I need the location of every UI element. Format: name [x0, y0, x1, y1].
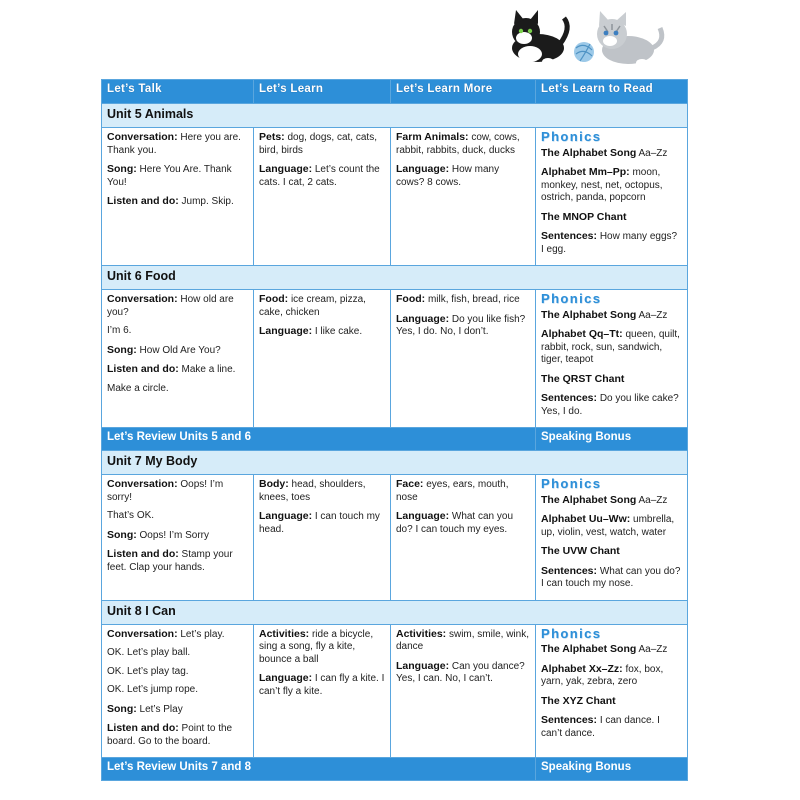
cell-line — [107, 163, 248, 189]
cell-line-label: The Alphabet Song — [541, 643, 637, 655]
cell-line-label: Sentences: — [541, 714, 598, 726]
cell-line — [396, 131, 530, 157]
cell-line-label: Language: — [396, 659, 450, 672]
cell-line — [541, 663, 682, 689]
cell-line — [396, 313, 530, 339]
unit-title: Unit 7 My Body — [102, 451, 688, 475]
cell-line-text: Let’s Play — [139, 703, 183, 715]
cell-line-text: How Old Are You? — [139, 344, 221, 356]
review-row — [102, 758, 688, 781]
cell-line-text: milk, fish, bread, rice — [427, 294, 520, 305]
cell-line-text: head, shoulders, knees, toes — [259, 479, 366, 503]
cell-line-label: Song: — [107, 702, 137, 715]
learn-cell — [254, 290, 391, 428]
cell-line-label: Conversation: — [107, 478, 178, 490]
cell-line-label: The MNOP Chant — [541, 210, 627, 223]
cell-line-label: Song: — [107, 163, 137, 175]
phonics-heading: Phonics — [541, 476, 602, 491]
cell-line-label: Activities: — [259, 627, 310, 640]
unit-content-row — [102, 475, 688, 601]
cell-line-label: Listen and do: — [107, 722, 179, 734]
cell-line-text: I can dance. I can’t dance. — [541, 715, 660, 739]
cell-line — [541, 565, 682, 591]
unit-row — [102, 266, 688, 290]
cell-line — [107, 478, 248, 504]
learn-more-cell — [391, 624, 536, 758]
cell-line — [259, 478, 385, 504]
cell-line-text: Oops! I’m sorry! — [107, 479, 224, 503]
read-cell — [536, 290, 688, 428]
read-cell — [536, 624, 688, 758]
cell-line — [541, 494, 682, 508]
unit-title: Unit 5 Animals — [102, 104, 688, 128]
cell-line-label: Language: — [259, 510, 313, 522]
column-header-row — [102, 80, 688, 104]
cell-line-label: Language: — [259, 325, 313, 337]
cell-line — [396, 163, 530, 189]
cell-line-text: I can fly a kite. I can’t fly a kite. — [259, 673, 385, 697]
cell-line-label: The QRST Chant — [541, 372, 625, 385]
cell-line — [541, 695, 682, 709]
cell-line-text: moon, monkey, nest, net, octopus, ostrich, panda, popcorn — [541, 167, 663, 203]
cell-line-text: OK. Let’s play ball. — [107, 647, 191, 658]
cell-line — [259, 131, 385, 157]
cell-line — [259, 510, 385, 536]
unit-content-row — [102, 624, 688, 758]
kittens-illustration — [500, 8, 670, 72]
black-kitten-icon — [512, 10, 567, 66]
cell-line-label: Listen and do: — [107, 548, 179, 560]
cell-line-text: OK. Let’s play tag. — [107, 665, 189, 677]
cell-line-label: Listen and do: — [107, 363, 179, 375]
cell-line-text: Do you like cake? Yes, I do. — [541, 393, 679, 417]
cell-line-text: Aa–Zz — [638, 147, 668, 159]
cell-line-text: Aa–Zz — [638, 644, 668, 655]
read-cell — [536, 128, 688, 266]
cell-line-label: Sentences: — [541, 392, 598, 404]
cell-line-text: How old are you? — [107, 294, 234, 318]
cell-line-label: Farm Animals: — [396, 131, 469, 143]
cell-line-text: OK. Let’s jump rope. — [107, 684, 198, 695]
cell-line — [107, 548, 248, 574]
cell-line — [259, 293, 385, 319]
cell-line-text: ice cream, pizza, cake, chicken — [259, 294, 366, 318]
cell-line-text: Let’s count the cats. I cat, 2 cats. — [259, 164, 380, 188]
cell-line-text: eyes, ears, mouth, nose — [396, 479, 509, 503]
cell-line — [107, 363, 248, 377]
phonics-heading: Phonics — [541, 291, 602, 306]
cell-line-label: The Alphabet Song — [541, 308, 637, 321]
cell-line-text: swim, smile, wink, dance — [396, 628, 529, 652]
cell-line-label: Body: — [259, 478, 289, 490]
cell-line-text: I can touch my head. — [259, 511, 380, 535]
unit-row — [102, 600, 688, 624]
cell-line — [259, 628, 385, 667]
cell-line — [396, 660, 530, 686]
cell-line-text: Point to the board. Go to the board. — [107, 723, 233, 747]
cell-line-text: dog, dogs, cat, cats, bird, birds — [259, 132, 377, 156]
cell-line — [107, 647, 248, 660]
cell-line-text: Stamp your feet. Clap your hands. — [107, 549, 233, 573]
review-row — [102, 428, 688, 451]
cell-line-label: Song: — [107, 528, 137, 541]
cell-line — [541, 147, 682, 161]
cell-line-label: Conversation: — [107, 627, 178, 640]
cell-line-label: Language: — [259, 672, 313, 684]
cell-line — [107, 684, 248, 697]
cell-line-label: Alphabet Xx–Zz: — [541, 662, 623, 675]
cell-line — [541, 211, 682, 225]
cell-line — [107, 344, 248, 358]
cell-line-label: Sentences: — [541, 230, 598, 242]
column-header-lets-talk: Let’s Talk — [102, 80, 254, 104]
cell-line — [107, 666, 248, 679]
cell-line-text: Make a line. — [181, 364, 236, 375]
talk-cell — [102, 128, 254, 266]
learn-cell — [254, 624, 391, 758]
learn-more-cell — [391, 128, 536, 266]
cell-line-label: Activities: — [396, 627, 447, 640]
column-header-lets-learn-more: Let’s Learn More — [391, 80, 536, 104]
cell-line-text: Let’s play. — [180, 628, 225, 640]
cell-line — [541, 328, 682, 367]
cell-line-text: Can you dance? Yes, I can. No, I can’t. — [396, 660, 525, 684]
cell-line — [107, 131, 248, 157]
cell-line-label: Language: — [396, 163, 450, 175]
cell-line — [107, 325, 248, 338]
cell-line-label: The Alphabet Song — [541, 493, 637, 506]
cell-line-label: The XYZ Chant — [541, 694, 616, 707]
cell-line-label: Conversation: — [107, 293, 178, 305]
unit-content-row — [102, 128, 688, 266]
cell-line-label: The Alphabet Song — [541, 146, 637, 159]
talk-cell — [102, 624, 254, 758]
speaking-bonus-label: Speaking Bonus — [536, 428, 688, 451]
cell-line — [541, 373, 682, 387]
cell-line-text: I like cake. — [314, 326, 363, 337]
cell-line — [541, 714, 682, 740]
cell-line — [259, 672, 385, 698]
cell-line-text: ride a bicycle, sing a song, fly a kite, bounce a ball — [259, 628, 374, 665]
cell-line-label: Language: — [396, 312, 450, 325]
column-header-lets-learn-to-read: Let’s Learn to Read — [536, 80, 688, 104]
cell-line — [107, 195, 248, 209]
cell-line — [107, 510, 248, 523]
cell-line-label: Listen and do: — [107, 195, 179, 207]
cell-line-label: Face: — [396, 478, 424, 490]
learn-more-cell — [391, 475, 536, 601]
cell-line-text: I’m 6. — [107, 325, 132, 336]
cell-line-label: Food: — [259, 293, 289, 305]
cell-line-label: Pets: — [259, 131, 285, 143]
cell-line-text: umbrella, up, violin, vest, watch, water — [541, 514, 675, 538]
cell-line-text: Make a circle. — [107, 382, 169, 394]
cell-line — [541, 166, 682, 205]
cell-line-label: Alphabet Mm–Pp: — [541, 166, 630, 178]
cell-line — [541, 230, 682, 256]
cell-line-text: Here You Are. Thank You! — [107, 164, 232, 188]
cell-line-label: Song: — [107, 343, 137, 356]
cell-line-label: The UVW Chant — [541, 545, 620, 557]
cell-line-text: Aa–Zz — [638, 494, 668, 506]
cell-line-text: Do you like fish? Yes, I do. No, I don’t. — [396, 313, 526, 337]
cell-line — [541, 309, 682, 323]
cell-line — [107, 383, 248, 396]
read-cell — [536, 475, 688, 601]
phonics-heading: Phonics — [541, 129, 602, 144]
cell-line-text: Aa–Zz — [638, 309, 668, 321]
cell-line-text: queen, quilt, rabbit, rock, sun, sandwich, tiger, teapot — [541, 329, 680, 365]
cell-line — [541, 392, 682, 418]
cell-line-text: What can you do? I can touch my nose. — [541, 565, 681, 589]
cell-line — [107, 722, 248, 748]
cell-line — [107, 703, 248, 717]
unit-title: Unit 8 I Can — [102, 600, 688, 624]
cell-line — [396, 510, 530, 536]
cell-line — [396, 478, 530, 504]
unit-row — [102, 451, 688, 475]
cell-line-label: Alphabet Uu–Ww: — [541, 513, 631, 525]
cell-line — [396, 628, 530, 654]
cell-line — [259, 163, 385, 189]
phonics-heading: Phonics — [541, 625, 602, 641]
cell-line-label: Language: — [396, 510, 450, 522]
syllabus-table — [101, 79, 688, 781]
cell-line-text: Jump. Skip. — [181, 196, 234, 207]
cell-line — [107, 293, 248, 319]
learn-cell — [254, 475, 391, 601]
unit-row — [102, 104, 688, 128]
talk-cell — [102, 290, 254, 428]
review-title: Let’s Review Units 7 and 8 — [102, 758, 536, 781]
cell-line-label: Sentences: — [541, 564, 598, 577]
cell-line — [541, 513, 682, 539]
learn-more-cell — [391, 290, 536, 428]
talk-cell — [102, 475, 254, 601]
cell-line-label: Food: — [396, 293, 426, 305]
speaking-bonus-label: Speaking Bonus — [536, 758, 688, 781]
cell-line-text: What can you do? I can touch my eyes. — [396, 511, 514, 535]
cell-line — [259, 325, 385, 339]
cell-line-text: Here you are. Thank you. — [107, 132, 241, 156]
column-header-lets-learn: Let’s Learn — [254, 80, 391, 104]
cell-line-text: How many eggs? I egg. — [541, 231, 678, 255]
learn-cell — [254, 128, 391, 266]
review-title: Let’s Review Units 5 and 6 — [102, 428, 536, 451]
cell-line-label: Language: — [259, 163, 313, 175]
gray-kitten-icon — [597, 11, 662, 67]
cell-line-text: fox, box, yarn, yak, zebra, zero — [541, 663, 664, 687]
cell-line-label: Alphabet Qq–Tt: — [541, 328, 623, 340]
cell-line-label: Conversation: — [107, 131, 178, 143]
cell-line — [107, 628, 248, 642]
cell-line — [541, 643, 682, 657]
cell-line — [107, 529, 248, 543]
cell-line-text: cow, cows, rabbit, rabbits, duck, ducks — [396, 132, 520, 156]
cell-line-text: That’s OK. — [107, 510, 155, 521]
cell-line-text: How many cows? 8 cows. — [396, 164, 500, 188]
cell-line — [396, 293, 530, 307]
unit-content-row — [102, 290, 688, 428]
unit-title: Unit 6 Food — [102, 266, 688, 290]
cell-line — [541, 545, 682, 559]
cell-line-text: Oops! I’m Sorry — [139, 529, 209, 541]
yarn-ball-icon — [574, 42, 594, 62]
